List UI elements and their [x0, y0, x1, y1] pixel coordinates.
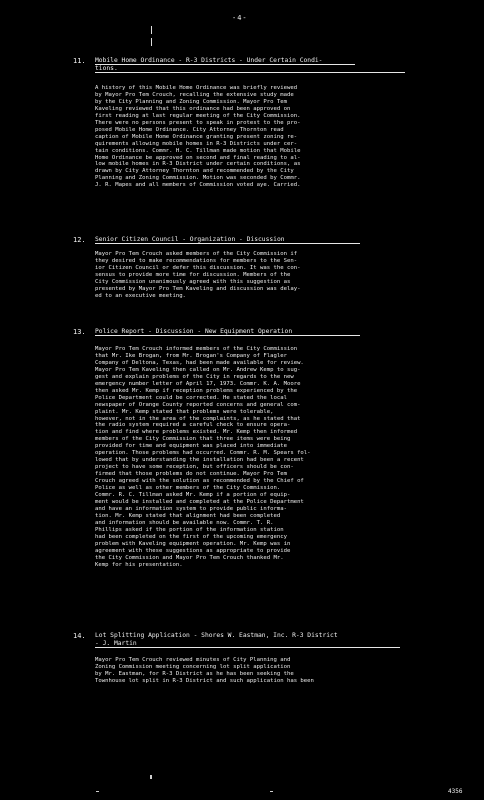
- scan-dot: [270, 791, 273, 792]
- page-tick: [151, 26, 152, 34]
- page-tick: [151, 38, 152, 46]
- section-number: 14.: [73, 632, 86, 640]
- section-senior-citizen-council: [73, 236, 413, 316]
- section-title: Lot Splitting Application - Shores W. Eastman, Inc. R-3 District - J. Martin: [95, 632, 338, 647]
- title-underline: [95, 72, 405, 73]
- title-underline: [95, 647, 400, 648]
- section-number: 12.: [73, 236, 86, 244]
- section-number: 11.: [73, 57, 86, 65]
- section-police-report: [73, 328, 413, 628]
- title-underline: [95, 335, 360, 336]
- title-underline: [95, 64, 355, 65]
- page-number: -4-: [232, 14, 248, 22]
- section-body: A history of this Mobile Home Ordinance was briefly reviewed by Mayor Pro Tem Crouch, recalling the extensive study made by the City Planning and Zoning Commission. Mayor Pro Tem Kaveling reviewed that this ordinance had been approved on first reading at last regular meeting of the City Commission. There were no persons present to speak in protest to the pro- posed Mobile Home Ordinance. City Attorney Thornton read caption of Mobile Home Ordinance granting present zoning re- quirements allowing mobile homes in R-3 Districts under cer- tain conditions. Commr. H. C. Tillman made motion that Mobile Home Ordinance be approved on second and final reading to al- low mobile homes in R-3 District under certain conditions, as drawn by City Attorney Thornton and recommended by the City Planning and Zoning Commission. Motion was seconded by Commr. J. R. Mapes and all members of Commission voted aye. Carried.: [95, 85, 301, 189]
- section-body: Mayor Pro Tem Crouch asked members of the City Commission if they desired to make recommendations for members to the Sen- ior Citizen Council or defer this discussion. It was the con- sensus to provide more time for discussion. Members of the City Commission unanimously agreed with this suggestion as presented by Mayor Pro Tem Kaveling and discussion was delay- ed to an executive meeting.: [95, 251, 301, 299]
- title-underline: [95, 243, 360, 244]
- section-title: Senior Citizen Council - Organization - Discussion: [95, 236, 285, 243]
- section-number: 13.: [73, 328, 86, 336]
- section-lot-splitting: [73, 632, 413, 712]
- section-mobile-home-ordinance: [73, 57, 413, 232]
- section-title: Police Report - Discussion - New Equipment Operation: [95, 328, 293, 335]
- section-body: Mayor Pro Tem Crouch reviewed minutes of City Planning and Zoning Commission meeting concerning lot split application by Mr. Eastman, for R-3 District as he has been seeking the Townhouse lot split in R-3 District and such application has been: [95, 657, 314, 684]
- page-footer-number: 4356: [448, 788, 463, 795]
- scan-dot: [96, 791, 99, 792]
- section-body: Mayor Pro Tem Crouch informed members of the City Commission that Mr. Ike Brogan, from Mr. Brogan's Company of Flagler Company of Deltona, Texas, had been made available for review. Mayor Pro Tem Kaveling then called on Mr. Andrew Kemp to sug- gest and explain problems of the City in regards to the new emergency number letter of April 17, 1973. Commr. K. A. Moore then asked Mr. Kemp if reception problems experienced by the Police Department could be corrected. He stated the local newspaper of Orange County reported concerns and general com- plaint. Mr. Kemp stated that problems were tolerable, however, not in the area of the complaints, as he stated that the radio system required a careful check to ensure opera- tion and find where problems existed. Mr. Kemp then informed members of the City Commission that three items were being provided for time and equipment was placed into immediate operation. Those problems had occurred. Commr. R. M. Spears fol- lowed that by understanding the installation had been a recent project to have some reception, but officers should be con- firmed that those problems do not continue. Mayor Pro Tem Crouch agreed with the solution as recommended by the Chief of Police as well as other members of the City Commission. Commr. R. C. Tillman asked Mr. Kemp if a portion of equip- ment would be installed and completed at the Police Department and have an information system to provide public informa- tion. Mr. Kemp stated that alignment had been completed and information should be available now. Commr. T. R. Phillips asked if the portion of the information station had been completed on the first of the upcoming emergency problem with Kaveling equipment operation. Mr. Kemp was in agreement with these suggestions as appropriate to provide the City Commission and Mayor Pro Tem Crouch thanked Mr. Kemp for his presentation.: [95, 346, 311, 568]
- section-title: Mobile Home Ordinance - R-3 Districts - Under Certain Condi- tions.: [95, 57, 323, 72]
- scan-mark: [150, 775, 152, 779]
